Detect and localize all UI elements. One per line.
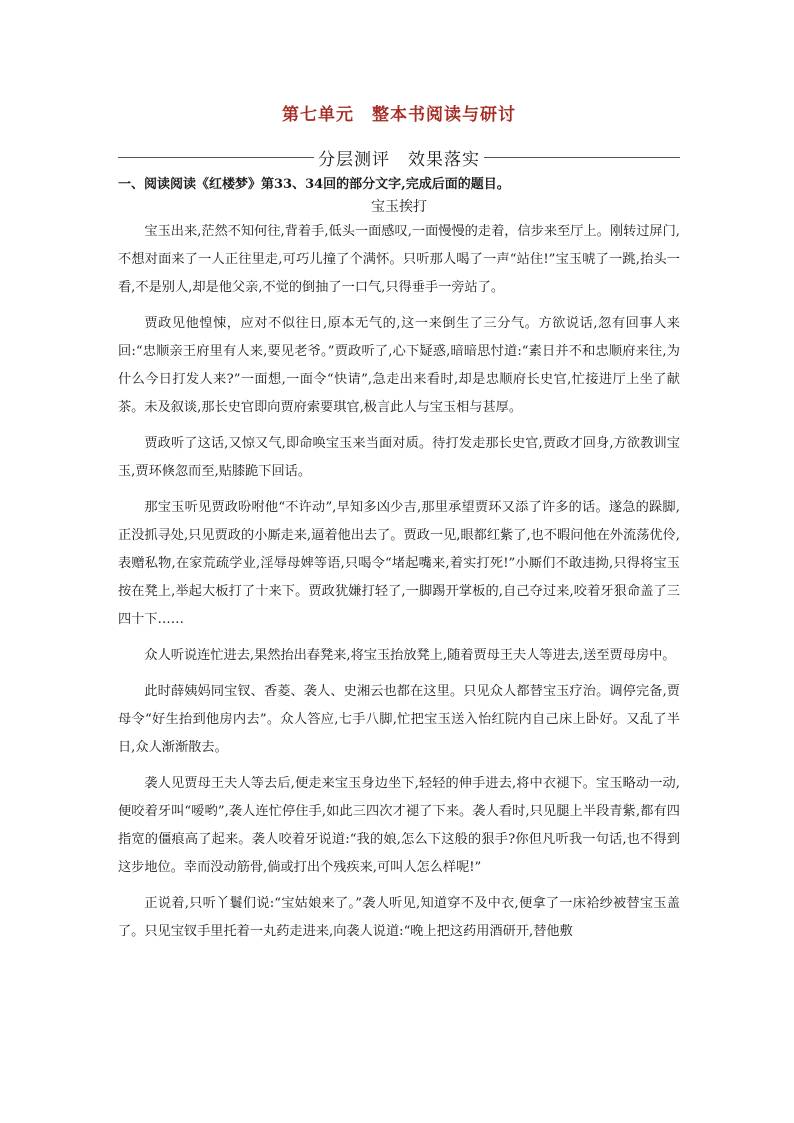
paragraph: 贾政见他惶悚，应对不似往日,原本无气的,这一来倒生了三分气。方欲说话,忽有回事人来回:“忠顺亲王府里有人来,要见老爷。”贾政听了,心下疑惑,暗暗思忖道:“素日并不和忠顺府来往,为什么今日打发人来?”一面想,一面令“快请”,急走出来看时,却是忠顺府长史官,忙接进厅上坐了献茶。未及叙谈,那长史官即向贾府索要琪官,极言此人与宝玉相与甚厚。 [118,316,680,415]
paragraph: 那宝玉听见贾政吩咐他“不许动”,早知多凶少吉,那里承望贾环又添了许多的话。遂急的跺脚,正没抓寻处,只见贾政的小厮走来,逼着他出去了。贾政一见,眼都红紫了,也不暇问他在外流荡优伶,表赠私物,在家荒疏学业,淫辱母婢等语,只喝令“堵起嘴来,着实打死!”小厮们不敢违拗,只得将宝玉按在凳上,举起大板打了十来下。贾政犹嫌打轻了,一脚踢开掌板的,自己夺过来,咬着牙狠命盖了三四十下…… [118,500,680,627]
paragraph: 宝玉出来,茫然不知何往,背着手,低头一面感叹,一面慢慢的走着，信步来至厅上。刚转过屏门,不想对面来了一人正往里走,可巧儿撞了个满怀。只听那人喝了一声“站住!”宝玉唬了一跳,抬头一看,不是别人,却是他父亲,不觉的倒抽了一口气,只得垂手一旁站了。 [118,224,680,295]
document-page [118,100,680,946]
banner-rule-right [484,157,680,158]
passage-title: 宝玉挨打 [371,199,427,215]
paragraph: 贾政听了这话,又惊又气,即命唤宝玉来当面对质。待打发走那长史官,贾政才回身,方欲教训宝玉,贾环倏忽而至,贴膝跪下回话。 [118,436,680,479]
banner-rule-left [118,157,314,158]
paragraph: 袭人见贾母王夫人等去后,便走来宝玉身边坐下,轻轻的伸手进去,将中衣褪下。宝玉略动一动,便咬着牙叫“嗳哟”,袭人连忙停住手,如此三四次才褪了下来。袭人看时,只见腿上半段青紫,都有四指宽的僵痕高了起来。袭人咬着牙说道:“我的娘,怎么下这般的狠手?你但凡听我一句话,也不得到这步地位。幸而没动筋骨,倘或打出个残疾来,可叫人怎么样呢!” [118,776,680,875]
paragraph: 众人听说连忙进去,果然抬出春凳来,将宝玉抬放凳上,随着贾母王夫人等进去,送至贾母房中。 [144,648,676,663]
section-banner [118,144,680,170]
question-heading: 一、阅读阅读《红楼梦》第33、34回的部分文字,完成后面的题目。 [118,177,510,192]
section-banner-title: 分层测评 效果落实 [318,149,480,170]
passage-body [118,218,680,946]
paragraph: 此时薛姨妈同宝钗、香菱、袭人、史湘云也都在这里。只见众人都替宝玉疗治。调停完备,贾母令“好生抬到他房内去”。众人答应,七手八脚,忙把宝玉送入怡红院内自己床上卧好。又乱了半日,众人渐渐散去。 [118,684,680,755]
unit-title: 第七单元 整本书阅读与研讨 [282,105,516,125]
paragraph: 正说着,只听丫鬟们说:“宝姑娘来了。”袭人听见,知道穿不及中衣,便拿了一床袷纱被替宝玉盖了。只见宝钗手里托着一丸药走进来,向袭人说道:“晚上把这药用酒研开,替他敷 [118,896,680,939]
